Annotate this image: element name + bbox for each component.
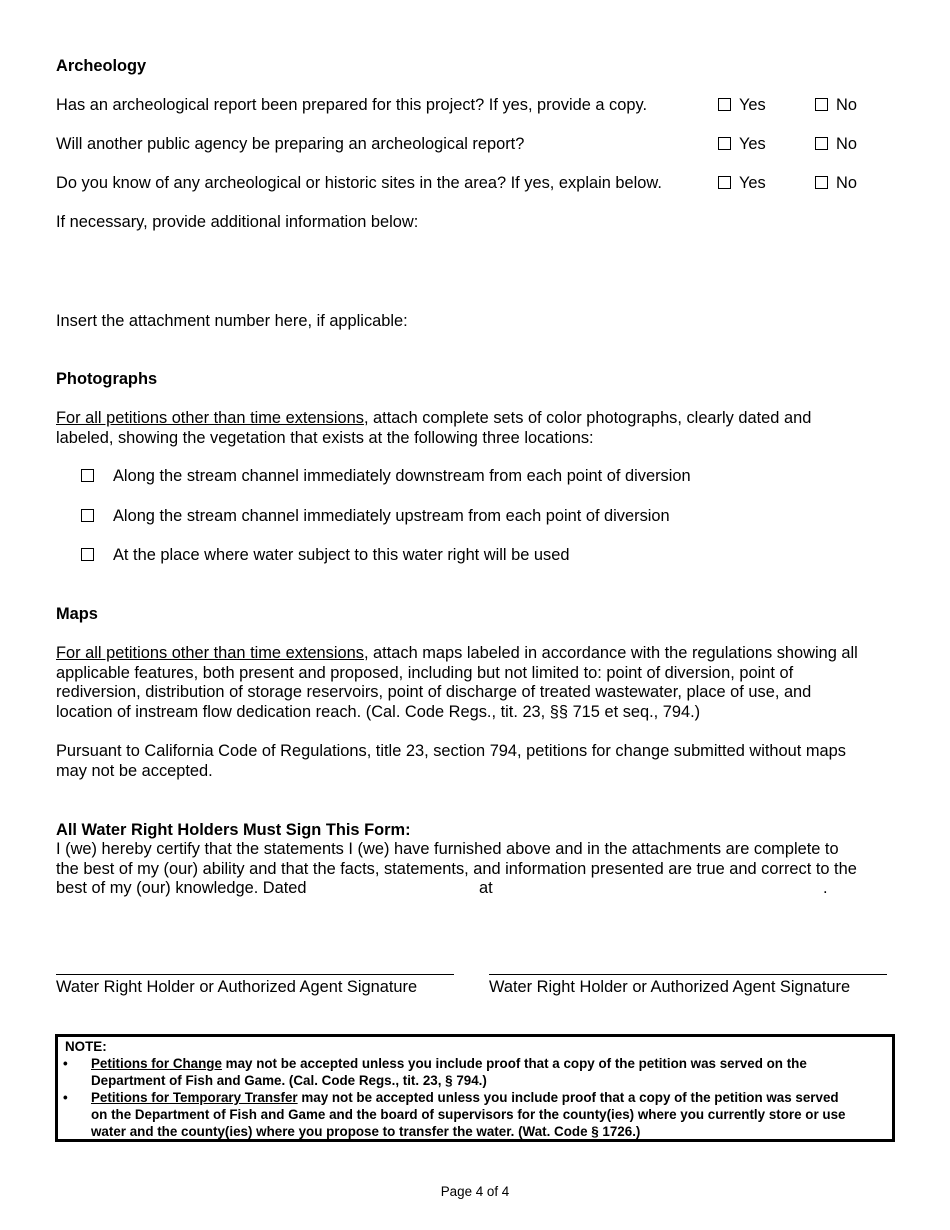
photographs-intro-line2: labeled, showing the vegetation that exists at the following three locations: xyxy=(56,428,594,447)
photographs-intro-underlined: For all petitions other than time extensions xyxy=(56,409,364,427)
note-list xyxy=(58,1055,892,1140)
archeology-heading: Archeology xyxy=(56,57,147,75)
bullet: • xyxy=(63,1056,68,1071)
signature-line-2 xyxy=(489,974,887,975)
attachment-number-label: Insert the attachment number here, if applicable: xyxy=(56,312,408,330)
checkbox-box[interactable] xyxy=(718,176,731,189)
checkbox-label: Yes xyxy=(739,174,766,192)
certification-line2: the best of my (our) ability and that the facts, statements, and information presented are true and correct to the xyxy=(56,859,857,878)
photographs-intro xyxy=(56,409,896,448)
dated-label: best of my (our) knowledge. Dated xyxy=(56,879,307,897)
archeology-q1-no-checkbox[interactable] xyxy=(815,96,857,115)
note-title: NOTE: xyxy=(65,1039,107,1054)
checkbox-label: Yes xyxy=(739,96,766,114)
archeology-q2-yes-checkbox[interactable] xyxy=(718,135,766,154)
maps-p1-rest: , attach maps labeled in accordance with the regulations showing all xyxy=(363,644,858,662)
maps-paragraph-2 xyxy=(56,742,896,781)
archeology-q3-no-checkbox[interactable] xyxy=(815,174,857,193)
checkbox-label: No xyxy=(836,96,857,114)
photo-location-checkbox[interactable] xyxy=(81,469,94,482)
note-item-text: may not be accepted unless you include proof that a copy of the petition was served xyxy=(297,1090,839,1105)
maps-p1-line3: rediversion, distribution of storage reservoirs, point of discharge of treated wastewater, place of use, and xyxy=(56,683,812,701)
date-field[interactable] xyxy=(320,877,470,899)
note-item-text-line3: water and the county(ies) where you propose to transfer the water. (Wat. Code § 1726.) xyxy=(91,1124,641,1139)
checkbox-box[interactable] xyxy=(815,176,828,189)
note-box xyxy=(55,1034,895,1142)
page-number: Page 4 of 4 xyxy=(440,1184,510,1199)
attachment-number-field[interactable] xyxy=(428,310,668,332)
note-item-underlined: Petitions for Temporary Transfer xyxy=(91,1090,298,1105)
checkbox-label: No xyxy=(836,174,857,192)
certification-paragraph xyxy=(56,840,896,879)
photo-location-checkbox[interactable] xyxy=(81,548,94,561)
signature-field-2[interactable] xyxy=(489,920,887,974)
period: . xyxy=(823,879,828,897)
checkbox-box[interactable] xyxy=(815,137,828,150)
maps-paragraph-1 xyxy=(56,644,896,722)
signature-label-2: Water Right Holder or Authorized Agent Signature xyxy=(489,978,851,996)
signature-label-1: Water Right Holder or Authorized Agent Signature xyxy=(56,978,418,996)
maps-p1-line4: location of instream flow dedication reach. (Cal. Code Regs., tit. 23, §§ 715 et seq., 794.) xyxy=(56,702,701,721)
archeology-q2-no-checkbox[interactable] xyxy=(815,135,857,154)
signature-line-1 xyxy=(56,974,454,975)
photo-location-label: Along the stream channel immediately upstream from each point of diversion xyxy=(113,507,670,525)
archeology-q3-yes-checkbox[interactable] xyxy=(718,174,766,193)
checkbox-box[interactable] xyxy=(718,98,731,111)
at-label: at xyxy=(479,879,493,897)
photo-location-checkbox[interactable] xyxy=(81,509,94,522)
note-item-underlined: Petitions for Change xyxy=(91,1056,222,1071)
note-item-text-line2: on the Department of Fish and Game and the board of supervisors for the county(ies) where you currently store or use xyxy=(91,1107,846,1122)
signature-field-1[interactable] xyxy=(56,920,454,974)
photo-location-label: At the place where water subject to this water right will be used xyxy=(113,546,570,564)
checkbox-label: No xyxy=(836,135,857,153)
note-item xyxy=(58,1089,878,1140)
note-item-text: may not be accepted unless you include proof that a copy of the petition was served on the xyxy=(221,1056,807,1071)
maps-p1-underlined: For all petitions other than time extensions xyxy=(56,644,364,662)
checkbox-box[interactable] xyxy=(718,137,731,150)
photographs-intro-rest: , attach complete sets of color photographs, clearly dated and xyxy=(363,409,812,427)
note-item-text-line2: Department of Fish and Game. (Cal. Code Regs., tit. 23, § 794.) xyxy=(91,1073,487,1088)
question-text: Do you know of any archeological or historic sites in the area? If yes, explain below. xyxy=(56,174,662,192)
archeology-q1-yes-checkbox[interactable] xyxy=(718,96,766,115)
photo-location-label: Along the stream channel immediately downstream from each point of diversion xyxy=(113,467,691,485)
note-item xyxy=(58,1055,878,1089)
additional-info-field[interactable] xyxy=(56,236,894,300)
maps-p2-line2: may not be accepted. xyxy=(56,761,213,780)
checkbox-label: Yes xyxy=(739,135,766,153)
signature-heading: All Water Right Holders Must Sign This Form: xyxy=(56,821,411,839)
question-text: Has an archeological report been prepared for this project? If yes, provide a copy. xyxy=(56,96,647,114)
photographs-heading: Photographs xyxy=(56,370,158,388)
bullet: • xyxy=(63,1090,68,1105)
location-field[interactable] xyxy=(500,877,818,899)
checkbox-box[interactable] xyxy=(815,98,828,111)
certification-line1: I (we) hereby certify that the statements I (we) have furnished above and in the attachments are complete to xyxy=(56,840,839,858)
maps-heading: Maps xyxy=(56,605,98,623)
maps-p2-line1: Pursuant to California Code of Regulations, title 23, section 794, petitions for change submitted without maps xyxy=(56,742,846,760)
question-text: Will another public agency be preparing an archeological report? xyxy=(56,135,525,153)
additional-info-label: If necessary, provide additional information below: xyxy=(56,213,419,231)
maps-p1-line2: applicable features, both present and proposed, including but not limited to: point of diversion, point of xyxy=(56,663,794,682)
